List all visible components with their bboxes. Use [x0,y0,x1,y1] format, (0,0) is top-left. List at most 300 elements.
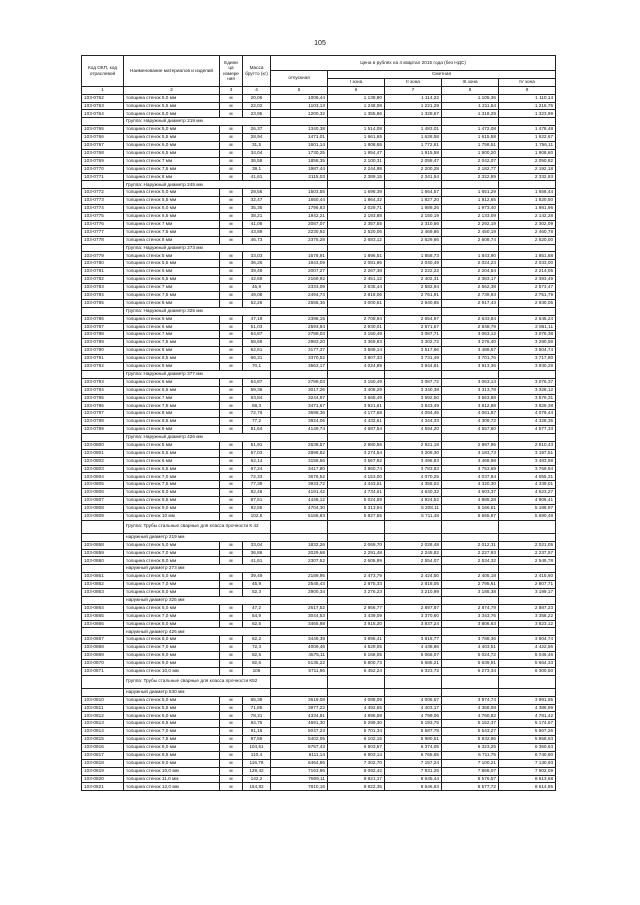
group-code-cell [82,433,124,441]
item-price-zone-1: 2 029,71 [328,205,385,213]
item-mass: 29,56 [243,189,271,197]
item-name: толщина стенок 6,5 мм [124,386,220,394]
item-price-otpusk: 6111,14 [271,751,328,759]
table-row [82,228,556,236]
item-price-zone-1: 5 701,34 [328,728,385,736]
item-price-zone-4: 2 930,05 [499,299,556,307]
group-row [82,688,556,696]
item-code: 103-0798 [82,418,124,426]
table-row [82,644,556,652]
item-price-zone-3: 2 739,93 [442,291,499,299]
item-code: 103-0867 [82,636,124,644]
item-mass: 78,31 [243,712,271,720]
item-price-zone-1: 1 896,51 [328,252,385,260]
item-name: толщина стенок 8,5 мм [124,751,220,759]
item-price-zone-1: 3 915,20 [328,620,385,628]
item-mass: 31,5 [243,142,271,150]
item-name: толщина стенок 7,0 мм [124,473,220,481]
item-code: 103-0779 [82,252,124,260]
item-price-zone-2: 3 592,50 [385,394,442,402]
item-price-zone-1: 3 276,23 [328,589,385,597]
item-unit: м [220,276,243,284]
item-unit: м [220,465,243,473]
item-mass: 39,1 [243,165,271,173]
item-price-otpusk: 3044,53 [271,612,328,620]
item-price-zone-1: 2 635,44 [328,284,385,292]
page-number: 105 [314,40,326,47]
item-price-zone-1: 2 956,77 [328,604,385,612]
item-price-zone-3: 3 753,69 [442,465,499,473]
item-price-otpusk: 7809,11 [271,775,328,783]
group-empty-cell [442,370,499,378]
item-name: толщина стенок 6,0 мм [124,636,220,644]
item-price-zone-3: 3 063,12 [442,331,499,339]
item-mass: 52,3 [243,589,271,597]
item-mass: 97,59 [243,736,271,744]
group-empty-cell [271,181,328,189]
item-price-zone-3: 2 012,31 [442,541,499,549]
table-row [82,449,556,457]
group-empty-cell [385,244,442,252]
item-price-zone-2: 2 200,28 [385,165,442,173]
item-unit: м [220,323,243,331]
item-price-zone-2: 2 028,48 [385,541,442,549]
item-price-zone-4: 6 740,80 [499,751,556,759]
table-row [82,751,556,759]
item-price-zone-4: 2 393,49 [499,276,556,284]
group-empty-cell [328,565,385,573]
group-empty-cell [271,675,328,688]
item-code: 103-0860 [82,557,124,565]
item-price-zone-1: 2 930,01 [328,323,385,331]
item-price-zone-1: 2 818,06 [328,291,385,299]
item-price-otpusk: 6464,86 [271,759,328,767]
item-price-otpusk: 3177,37 [271,347,328,355]
item-price-zone-1: 2 520,06 [328,228,385,236]
table-row [82,394,556,402]
item-price-zone-2: 1 221,29 [385,102,442,110]
item-price-zone-1: 2 451,12 [328,276,385,284]
item-code: 103-0786 [82,315,124,323]
item-code: 103-0818 [82,759,124,767]
item-price-zone-2: 2 940,85 [385,299,442,307]
item-unit: м [220,549,243,557]
item-code: 103-0770 [82,165,124,173]
item-price-otpusk: 5135,22 [271,660,328,668]
table-row [82,541,556,549]
item-mass: 63,84 [243,394,271,402]
table-row [82,667,556,675]
item-unit: м [220,189,243,197]
item-code: 103-0811 [82,704,124,712]
group-empty-cell [499,181,556,189]
item-mass: 129,42 [243,767,271,775]
item-unit: м [220,736,243,744]
item-unit: м [220,728,243,736]
item-mass: 45,9 [243,581,271,589]
item-price-zone-4: 6 300,50 [499,667,556,675]
item-mass: 72,33 [243,473,271,481]
item-price-zone-2: 1 664,57 [385,189,442,197]
group-empty-cell [271,688,328,696]
item-mass: 33,04 [243,541,271,549]
group-row [82,118,556,126]
item-price-otpusk: 4334,81 [271,712,328,720]
item-code: 103-0785 [82,299,124,307]
item-price-zone-2: 4 640,32 [385,489,442,497]
item-price-zone-3: 3 806,63 [442,620,499,628]
item-mass: 41,61 [243,557,271,565]
group-row [82,565,556,573]
item-mass: 82,5 [243,652,271,660]
item-code: 103-0775 [82,213,124,221]
item-mass: 77,2 [243,418,271,426]
group-empty-cell [499,118,556,126]
group-empty-cell [385,565,442,573]
item-price-otpusk: 5158,83 [271,512,328,520]
item-code: 103-0771 [82,173,124,181]
item-price-otpusk: 2656,36 [271,299,328,307]
item-mass: 36,58 [243,157,271,165]
item-code: 103-0766 [82,134,124,142]
item-code: 103-0868 [82,644,124,652]
item-unit: м [220,720,243,728]
item-mass: 110,4 [243,751,271,759]
item-name: толщина стенок 9 мм [124,426,220,434]
item-price-zone-3: 6 273,34 [442,667,499,675]
group-empty-cell [385,596,442,604]
item-price-zone-3: 4 403,51 [442,644,499,652]
item-price-zone-1: 4 088,09 [328,696,385,704]
item-code: 103-0788 [82,331,124,339]
item-price-zone-4: 4 386,99 [499,704,556,712]
col-num: 8 [442,86,499,94]
table-row [82,504,556,512]
table-row [82,512,556,520]
item-mass: 36,26 [243,260,271,268]
item-price-zone-1: 4 734,61 [328,489,385,497]
group-empty-cell [499,370,556,378]
item-name: толщина стенок 8,5 мм [124,497,220,505]
item-price-zone-2: 6 374,05 [385,744,442,752]
item-price-zone-3: 2 322,89 [442,173,499,181]
item-price-zone-3: 8 577,72 [442,783,499,791]
item-unit: м [220,473,243,481]
item-unit: м [220,134,243,142]
item-price-otpusk: 2333,09 [271,284,328,292]
item-price-zone-3: 1 211,54 [442,102,499,110]
item-unit: м [220,775,243,783]
item-mass: 65,38 [243,696,271,704]
item-unit: м [220,142,243,150]
item-price-zone-1: 4 492,65 [328,704,385,712]
item-price-otpusk: 4009,46 [271,644,328,652]
item-price-zone-1: 2 708,94 [328,315,385,323]
price-table [81,55,556,791]
item-price-zone-2: 3 087,72 [385,378,442,386]
item-price-zone-1: 5 168,05 [328,652,385,660]
item-price-zone-4: 4 422,56 [499,644,556,652]
item-price-zone-4: 5 046,46 [499,652,556,660]
item-price-zone-3: 3 489,67 [442,347,499,355]
item-name: толщина стенок 9 мм [124,362,220,370]
group-empty-cell [499,688,556,696]
item-price-zone-4: 2 142,28 [499,213,556,221]
item-price-otpusk: 2983,20 [271,339,328,347]
group-empty-cell [385,520,442,533]
item-price-zone-1: 2 980,56 [328,441,385,449]
item-price-otpusk: 2789,03 [271,331,328,339]
table-row [82,589,556,597]
header-zone-2: II зона [385,78,442,86]
table-row [82,660,556,668]
item-price-zone-4: 2 332,93 [499,173,556,181]
item-price-zone-4: 1 478,48 [499,126,556,134]
item-name: толщина стенок 10,0 мм [124,667,220,675]
item-price-zone-4: 3 930,29 [499,362,556,370]
col-num: 4 [243,86,271,94]
item-price-zone-4: 2 545,78 [499,557,556,565]
item-mass: 41,61 [243,173,271,181]
item-price-otpusk: 1832,26 [271,541,328,549]
item-code: 103-0797 [82,410,124,418]
item-unit: м [220,489,243,497]
item-name: толщина стенок 11,0 мм [124,775,220,783]
table-row [82,197,556,205]
item-price-zone-4: 5 188,97 [499,504,556,512]
item-price-zone-2: 1 628,58 [385,134,442,142]
item-code: 103-0821 [82,783,124,791]
item-unit: м [220,620,243,628]
item-mass: 92,6 [243,660,271,668]
item-price-zone-3: 8 576,57 [442,775,499,783]
item-code: 103-0806 [82,489,124,497]
item-price-zone-2: 8 646,63 [385,783,442,791]
item-unit: м [220,512,243,520]
item-price-zone-3: 1 758,51 [442,142,499,150]
group-empty-cell [385,688,442,696]
item-price-zone-1: 1 698,39 [328,189,385,197]
item-price-zone-1: 2 081,96 [328,260,385,268]
item-price-zone-1: 3 150,49 [328,331,385,339]
table-row [82,276,556,284]
table-row [82,110,556,118]
item-price-zone-1: 4 443,51 [328,481,385,489]
col-num: 9 [499,86,556,94]
item-mass: 57,03 [243,449,271,457]
item-price-otpusk: 1006,44 [271,94,328,102]
group-empty-cell [385,433,442,441]
item-price-zone-2: 4 799,06 [385,712,442,720]
item-unit: м [220,362,243,370]
group-row [82,628,556,636]
item-price-otpusk: 2007,27 [271,268,328,276]
item-price-zone-4: 2 237,57 [499,549,556,557]
item-price-zone-1: 6 102,15 [328,736,385,744]
item-price-zone-3: 2 042,07 [442,157,499,165]
item-code: 103-0800 [82,441,124,449]
item-price-zone-1: 2 683,12 [328,236,385,244]
table-row [82,636,556,644]
item-price-zone-2: 1 114,22 [385,94,442,102]
item-price-zone-2: 3 843,49 [385,402,442,410]
table-row [82,652,556,660]
item-price-zone-4: 3 199,17 [499,589,556,597]
item-code: 103-0781 [82,268,124,276]
item-mass: 62,51 [243,347,271,355]
item-name: толщина стенок 6 мм [124,378,220,386]
item-price-zone-2: 1 772,61 [385,142,442,150]
item-name: толщина стенок 6,5 мм [124,149,220,157]
group-empty-cell [442,433,499,441]
table-row [82,767,556,775]
group-title: наружный диаметр 530 мм [124,688,271,696]
group-code-cell [82,118,124,126]
group-empty-cell [499,307,556,315]
item-price-zone-3: 2 562,38 [442,284,499,292]
item-price-otpusk: 3676,52 [271,473,328,481]
header-zone-4: IV зона [499,78,556,86]
item-mass: 81,64 [243,426,271,434]
item-code: 103-0767 [82,142,124,150]
table-row [82,581,556,589]
group-code-cell [82,628,124,636]
item-price-zone-1: 4 432,61 [328,418,385,426]
item-code: 103-0803 [82,465,124,473]
item-price-otpusk: 1601,14 [271,142,328,150]
item-unit: м [220,213,243,221]
item-price-zone-2: 5 587,78 [385,728,442,736]
item-price-zone-1: 3 921,61 [328,402,385,410]
item-price-zone-4: 5 174,67 [499,720,556,728]
table-row [82,620,556,628]
item-price-zone-3: 1 651,29 [442,189,499,197]
item-unit: м [220,573,243,581]
item-price-zone-1: 2 267,38 [328,268,385,276]
item-mass: 84,75 [243,720,271,728]
item-price-zone-2: 6 323,72 [385,667,442,675]
item-mass: 70,1 [243,362,271,370]
item-price-zone-3: 4 557,60 [442,426,499,434]
item-price-zone-3: 1 843,90 [442,252,499,260]
item-unit: м [220,94,243,102]
item-code: 103-0866 [82,620,124,628]
item-unit: м [220,441,243,449]
item-name: толщина стенок 8 мм [124,410,220,418]
item-price-zone-1: 3 150,49 [328,378,385,386]
table-row [82,441,556,449]
header-smetnaya: Сметная [328,71,556,79]
table-row [82,165,556,173]
item-code: 103-0792 [82,362,124,370]
item-price-zone-1: 1 661,65 [328,134,385,142]
item-unit: м [220,291,243,299]
item-price-zone-1: 2 473,79 [328,573,385,581]
col-num: 1 [82,86,124,94]
item-mass: 77,39 [243,481,271,489]
item-price-otpusk: 2398,15 [271,315,328,323]
group-empty-cell [328,596,385,604]
table-row [82,268,556,276]
item-code: 103-0802 [82,457,124,465]
item-code: 103-0783 [82,284,124,292]
item-code: 103-0762 [82,94,124,102]
header-zone-1: I зона [328,78,385,86]
item-price-zone-1: 5 827,55 [328,512,385,520]
item-mass: 67,24 [243,465,271,473]
item-price-zone-2: 4 094,45 [385,410,442,418]
item-mass: 22,02 [243,102,271,110]
item-name: толщина стенок 7,0 мм [124,612,220,620]
item-price-otpusk: 1103,13 [271,102,328,110]
item-price-otpusk: 3017,26 [271,386,328,394]
item-price-zone-4: 1 820,50 [499,197,556,205]
item-code: 103-0871 [82,667,124,675]
item-mass: 39,49 [243,573,271,581]
item-price-zone-2: 2 222,22 [385,268,442,276]
item-price-zone-4: 3 358,22 [499,612,556,620]
item-price-zone-3: 5 639,91 [442,660,499,668]
item-name: толщина стенок 6 мм [124,268,220,276]
item-name: толщина стенок 5,0 мм [124,94,220,102]
item-price-zone-4: 5 958,63 [499,736,556,744]
group-empty-cell [442,181,499,189]
group-empty-cell [271,370,328,378]
item-mass: 66,31 [243,355,271,363]
item-unit: м [220,449,243,457]
item-mass: 23,95 [243,110,271,118]
item-price-zone-3: 4 368,08 [442,704,499,712]
item-mass: 82,46 [243,489,271,497]
item-name: толщина стенок 7 мм [124,157,220,165]
item-price-otpusk: 1678,91 [271,252,328,260]
group-empty-cell [271,118,328,126]
item-code: 103-0808 [82,504,124,512]
item-mass: 47,2 [243,604,271,612]
table-row [82,134,556,142]
item-price-zone-4: 3 804,74 [499,636,556,644]
item-mass: 106 [243,667,271,675]
group-empty-cell [328,533,385,541]
table-row [82,94,556,102]
group-empty-cell [271,520,328,533]
group-empty-cell [385,181,442,189]
item-price-zone-2: 4 403,17 [385,704,442,712]
item-price-zone-3: 7 868,07 [442,767,499,775]
item-name: толщина стенок 7,5 мм [124,165,220,173]
item-price-zone-2: 5 980,61 [385,736,442,744]
header-price-title: Цена в рублях на 4 квартал 2015 года (без НДС) [271,56,556,71]
item-price-zone-3: 6 711,75 [442,751,499,759]
item-price-zone-3: 3 183,73 [442,449,499,457]
item-price-zone-2: 1 483,01 [385,126,442,134]
item-code: 103-0815 [82,736,124,744]
table-row [82,347,556,355]
group-empty-cell [385,307,442,315]
item-price-zone-4: 3 076,38 [499,331,556,339]
item-price-zone-4: 1 851,88 [499,252,556,260]
table-row [82,489,556,497]
item-mass: 58,69 [243,339,271,347]
group-empty-cell [385,370,442,378]
item-price-zone-4: 3 290,59 [499,339,556,347]
group-title: наружный диаметр 219 мм [124,533,271,541]
item-unit: м [220,589,243,597]
item-price-zone-4: 4 781,42 [499,712,556,720]
item-price-zone-3: 2 204,54 [442,268,499,276]
item-price-otpusk: 5711,96 [271,667,328,675]
item-price-zone-4: 2 415,60 [499,573,556,581]
